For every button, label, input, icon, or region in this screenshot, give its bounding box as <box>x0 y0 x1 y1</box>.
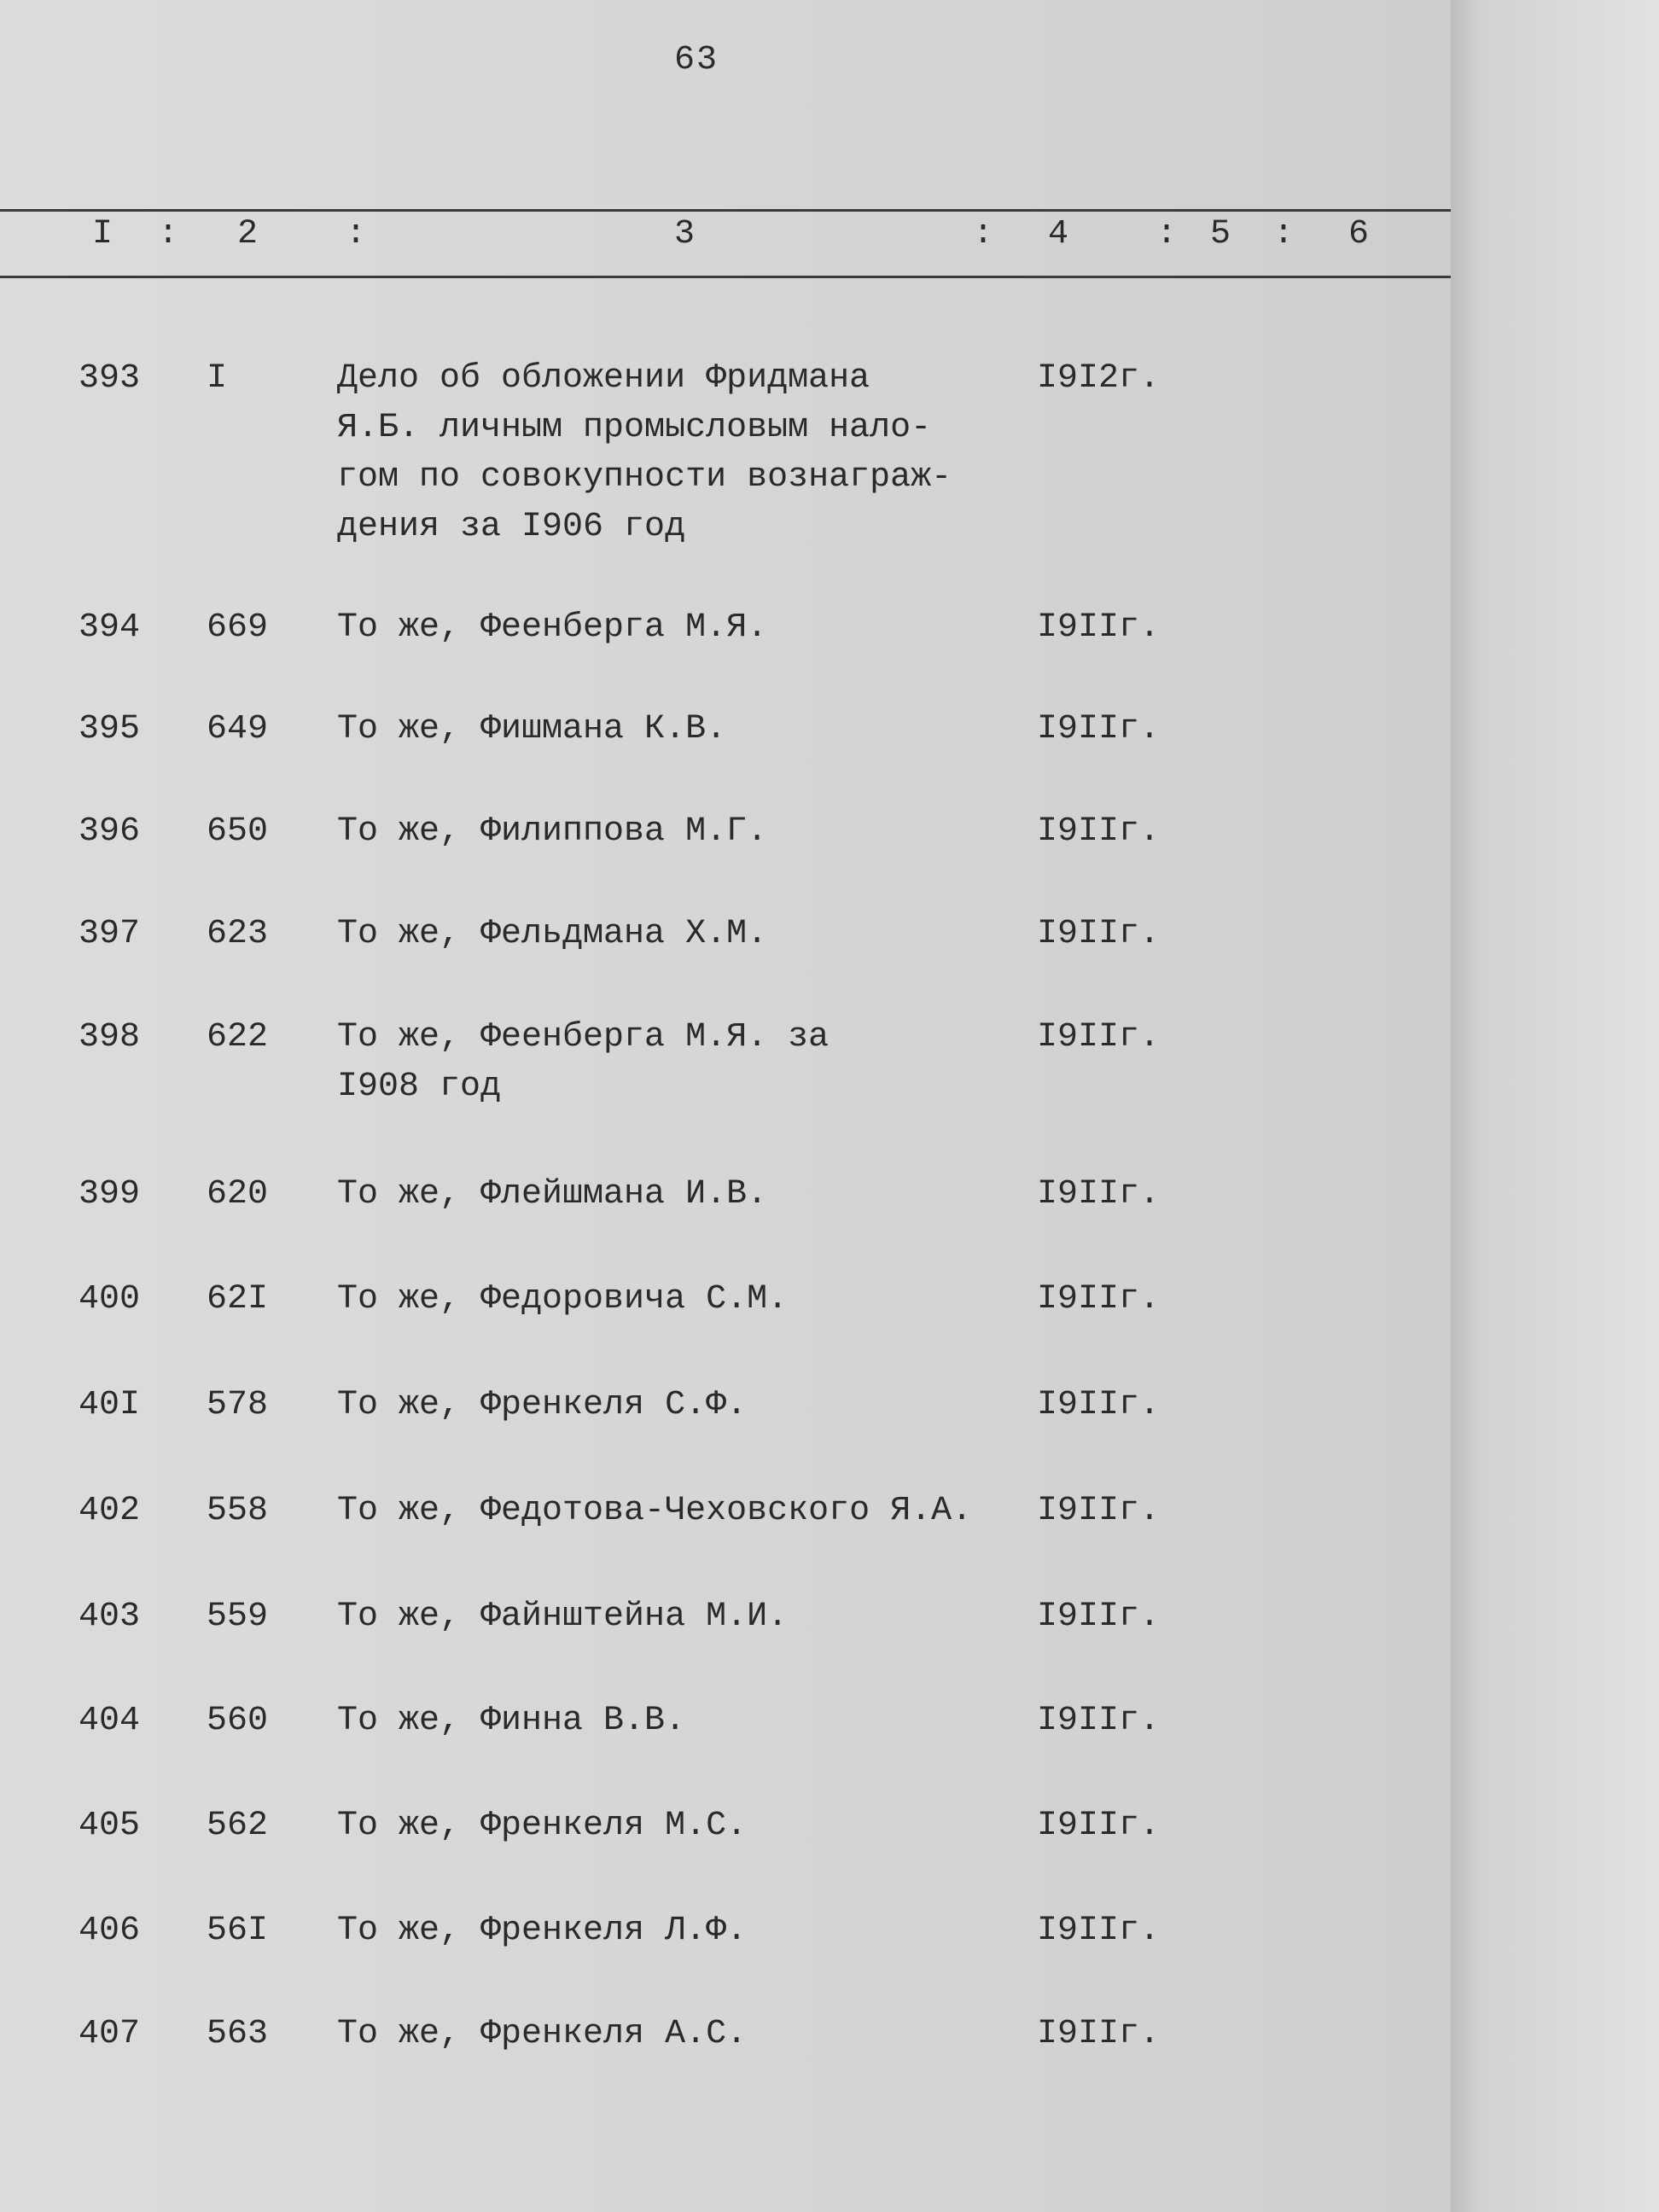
case-date: I9IIг. <box>1037 1280 1161 1318</box>
case-title-line: То же, Феенберга М.Я. <box>337 608 768 647</box>
header-col-3: 3 <box>674 215 696 253</box>
case-date: I9IIг. <box>1037 2015 1161 2053</box>
case-number: 563 <box>207 2015 269 2053</box>
case-date: I9IIг. <box>1037 1807 1161 1845</box>
header-separator: : <box>1156 215 1178 253</box>
case-title <box>337 1802 1020 1851</box>
header-separator: : <box>158 215 179 253</box>
case-number: 620 <box>207 1175 269 1214</box>
case-title-line: То же, Фельдмана Х.М. <box>337 915 768 953</box>
case-title <box>337 1381 1020 1430</box>
row-number: 395 <box>79 710 141 748</box>
case-date: I9IIг. <box>1037 1702 1161 1740</box>
row-number: 402 <box>79 1492 141 1530</box>
case-date: I9IIг. <box>1037 608 1161 647</box>
case-date: I9IIг. <box>1037 1018 1161 1057</box>
case-number: 56I <box>207 1912 269 1950</box>
case-title <box>337 705 1020 754</box>
page-number: 63 <box>674 41 719 79</box>
case-title <box>337 1013 1020 1112</box>
row-number: 399 <box>79 1175 141 1214</box>
case-title <box>337 1697 1020 1746</box>
header-col-6: 6 <box>1348 215 1370 253</box>
row-number: 400 <box>79 1280 141 1318</box>
case-date: I9IIг. <box>1037 1912 1161 1950</box>
case-number: 559 <box>207 1598 269 1636</box>
header-separator: : <box>973 215 994 253</box>
case-number: 622 <box>207 1018 269 1057</box>
case-number: 578 <box>207 1386 269 1424</box>
case-number: 560 <box>207 1702 269 1740</box>
case-title-line: То же, Френкеля С.Ф. <box>337 1386 748 1424</box>
case-date: I9IIг. <box>1037 1598 1161 1636</box>
row-number: 398 <box>79 1018 141 1057</box>
case-title-line: То же, Финна В.В. <box>337 1702 686 1740</box>
case-number: 62I <box>207 1280 269 1318</box>
case-number: 650 <box>207 812 269 851</box>
row-number: 397 <box>79 915 141 953</box>
case-number: 562 <box>207 1807 269 1845</box>
table-header <box>0 215 1451 266</box>
case-title <box>337 1170 1020 1220</box>
case-title <box>337 910 1020 959</box>
case-title-line: То же, Файнштейна М.И. <box>337 1598 789 1636</box>
case-title-line: То же, Феенберга М.Я. за <box>337 1018 830 1057</box>
case-title-line: То же, Френкеля Л.Ф. <box>337 1912 748 1950</box>
case-title-line: То же, Фишмана К.В. <box>337 710 727 748</box>
case-date: I9IIг. <box>1037 710 1161 748</box>
case-title-line: дения за I906 год <box>337 508 686 546</box>
case-date: I9IIг. <box>1037 1386 1161 1424</box>
case-title <box>337 1275 1020 1324</box>
page-edge-shadow <box>1451 0 1659 2212</box>
case-title <box>337 807 1020 857</box>
row-number: 405 <box>79 1807 141 1845</box>
row-number: 406 <box>79 1912 141 1950</box>
case-date: I9IIг. <box>1037 1492 1161 1530</box>
case-number: 669 <box>207 608 269 647</box>
case-title <box>337 354 1020 552</box>
case-title <box>337 2010 1020 2059</box>
case-number: 558 <box>207 1492 269 1530</box>
case-date: I9I2г. <box>1037 359 1161 398</box>
case-title <box>337 1592 1020 1642</box>
case-title-line: Дело об обложении Фридмана <box>337 359 870 398</box>
row-number: 40I <box>79 1386 141 1424</box>
case-number: 623 <box>207 915 269 953</box>
case-number: I <box>207 359 228 398</box>
row-number: 403 <box>79 1598 141 1636</box>
case-title-line: То же, Филиппова М.Г. <box>337 812 768 851</box>
case-title-line: То же, Флейшмана И.В. <box>337 1175 768 1214</box>
case-number: 649 <box>207 710 269 748</box>
case-title-line: То же, Федотова-Чеховского Я.А. <box>337 1492 973 1530</box>
header-bottom-rule <box>0 276 1451 278</box>
case-title-line: гом по совокупности вознаграж- <box>337 458 952 497</box>
case-title-line: То же, Федоровича С.М. <box>337 1280 789 1318</box>
header-separator: : <box>346 215 367 253</box>
case-title <box>337 1487 1020 1536</box>
row-number: 394 <box>79 608 141 647</box>
row-number: 404 <box>79 1702 141 1740</box>
case-title <box>337 1906 1020 1956</box>
header-col-5: 5 <box>1210 215 1231 253</box>
row-number: 396 <box>79 812 141 851</box>
case-title-line: То же, Френкеля А.С. <box>337 2015 748 2053</box>
case-date: I9IIг. <box>1037 915 1161 953</box>
header-col-4: 4 <box>1048 215 1069 253</box>
header-col-2: 2 <box>237 215 259 253</box>
case-date: I9IIг. <box>1037 1175 1161 1214</box>
row-number: 407 <box>79 2015 141 2053</box>
row-number: 393 <box>79 359 141 398</box>
case-title-line: То же, Френкеля М.С. <box>337 1807 748 1845</box>
case-title-line: I908 год <box>337 1068 502 1106</box>
header-top-rule <box>0 209 1451 212</box>
header-col-1: I <box>92 215 114 253</box>
case-title-line: Я.Б. личным промысловым нало- <box>337 409 932 447</box>
case-title <box>337 603 1020 653</box>
header-separator: : <box>1273 215 1295 253</box>
case-date: I9IIг. <box>1037 812 1161 851</box>
